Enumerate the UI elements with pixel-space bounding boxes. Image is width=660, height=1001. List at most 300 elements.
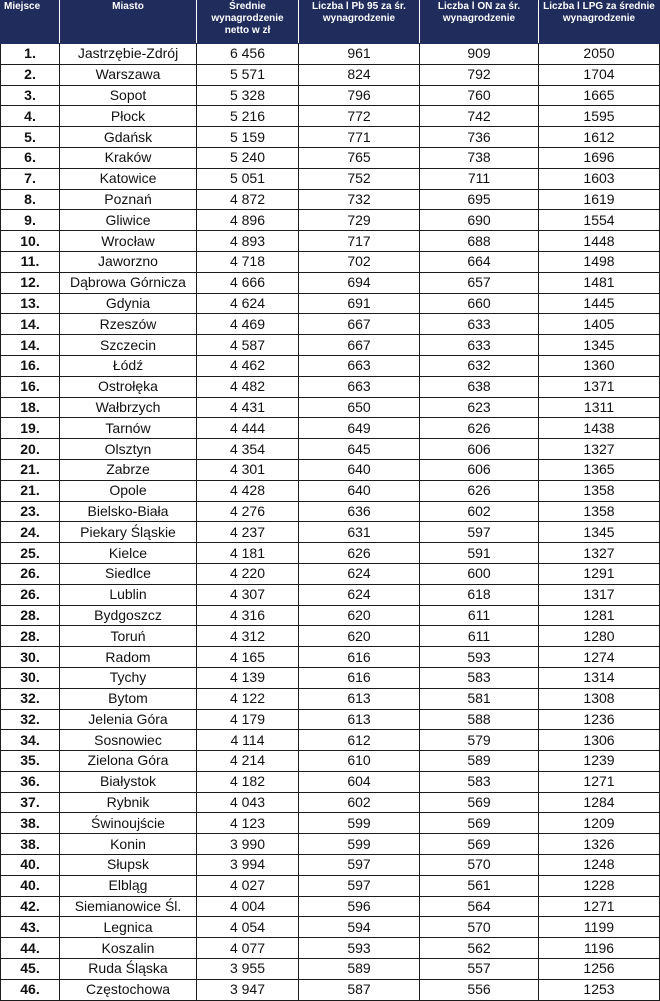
rank-cell: 30. (1, 647, 60, 668)
table-row (1, 813, 660, 834)
on-cell: 638 (420, 376, 539, 397)
salary-cell: 5 240 (197, 147, 299, 168)
rank-cell: 14. (1, 314, 60, 335)
pb95-cell: 613 (299, 709, 420, 730)
table-row (1, 543, 660, 564)
city-cell: Tychy (60, 667, 197, 688)
table-row (1, 251, 660, 272)
table-row (1, 459, 660, 480)
pb95-cell: 597 (299, 875, 420, 896)
table-row (1, 688, 660, 709)
rank-cell: 40. (1, 855, 60, 876)
on-cell: 660 (420, 293, 539, 314)
on-cell: 688 (420, 231, 539, 252)
on-cell: 583 (420, 667, 539, 688)
city-cell: Słupsk (60, 855, 197, 876)
city-cell: Siedlce (60, 563, 197, 584)
lpg-cell: 1239 (539, 751, 660, 772)
rank-cell: 34. (1, 730, 60, 751)
on-cell: 593 (420, 647, 539, 668)
rank-cell: 30. (1, 667, 60, 688)
on-cell: 690 (420, 210, 539, 231)
header-row (1, 1, 660, 44)
on-cell: 602 (420, 501, 539, 522)
lpg-cell: 1281 (539, 605, 660, 626)
lpg-cell: 1253 (539, 979, 660, 1000)
city-cell: Wałbrzych (60, 397, 197, 418)
lpg-cell: 1448 (539, 231, 660, 252)
on-cell: 556 (420, 979, 539, 1000)
on-cell: 589 (420, 751, 539, 772)
lpg-cell: 1704 (539, 64, 660, 85)
pb95-cell: 620 (299, 605, 420, 626)
city-cell: Poznań (60, 189, 197, 210)
rank-cell: 40. (1, 875, 60, 896)
table-row (1, 439, 660, 460)
table-row (1, 501, 660, 522)
table-row (1, 959, 660, 980)
pb95-cell: 694 (299, 272, 420, 293)
city-cell: Zielona Góra (60, 751, 197, 772)
rank-cell: 28. (1, 626, 60, 647)
lpg-cell: 1438 (539, 418, 660, 439)
pb95-cell: 732 (299, 189, 420, 210)
table-row (1, 647, 660, 668)
table-row (1, 64, 660, 85)
on-cell: 760 (420, 85, 539, 106)
rank-cell: 16. (1, 376, 60, 397)
salary-cell: 4 307 (197, 584, 299, 605)
table-row (1, 751, 660, 772)
on-cell: 632 (420, 355, 539, 376)
salary-cell: 4 139 (197, 667, 299, 688)
pb95-cell: 645 (299, 439, 420, 460)
salary-cell: 4 165 (197, 647, 299, 668)
on-cell: 736 (420, 127, 539, 148)
city-cell: Szczecin (60, 335, 197, 356)
lpg-cell: 1317 (539, 584, 660, 605)
salary-cell: 4 718 (197, 251, 299, 272)
rank-cell: 43. (1, 917, 60, 938)
city-cell: Częstochowa (60, 979, 197, 1000)
pb95-cell: 650 (299, 397, 420, 418)
table-row (1, 605, 660, 626)
rank-cell: 32. (1, 688, 60, 709)
salary-cell: 5 328 (197, 85, 299, 106)
lpg-cell: 1248 (539, 855, 660, 876)
lpg-cell: 1345 (539, 522, 660, 543)
header-city: Miasto (60, 1, 197, 44)
table-row (1, 875, 660, 896)
city-cell: Jastrzębie-Zdrój (60, 44, 197, 65)
lpg-cell: 1308 (539, 688, 660, 709)
city-cell: Świnoujście (60, 813, 197, 834)
salary-cell: 4 043 (197, 792, 299, 813)
pb95-cell: 961 (299, 44, 420, 65)
on-cell: 569 (420, 792, 539, 813)
salary-cell: 4 312 (197, 626, 299, 647)
on-cell: 623 (420, 397, 539, 418)
on-cell: 562 (420, 938, 539, 959)
on-cell: 611 (420, 626, 539, 647)
rank-cell: 1. (1, 44, 60, 65)
on-cell: 569 (420, 813, 539, 834)
city-cell: Gliwice (60, 210, 197, 231)
lpg-cell: 1358 (539, 501, 660, 522)
on-cell: 792 (420, 64, 539, 85)
lpg-cell: 1274 (539, 647, 660, 668)
city-cell: Olsztyn (60, 439, 197, 460)
on-cell: 570 (420, 855, 539, 876)
rank-cell: 35. (1, 751, 60, 772)
city-cell: Płock (60, 106, 197, 127)
salary-cell: 4 220 (197, 563, 299, 584)
salary-cell: 4 444 (197, 418, 299, 439)
salary-cell: 3 990 (197, 834, 299, 855)
lpg-cell: 1199 (539, 917, 660, 938)
pb95-cell: 717 (299, 231, 420, 252)
lpg-cell: 1280 (539, 626, 660, 647)
lpg-cell: 1327 (539, 439, 660, 460)
salary-cell: 3 955 (197, 959, 299, 980)
rank-cell: 5. (1, 127, 60, 148)
on-cell: 633 (420, 335, 539, 356)
on-cell: 909 (420, 44, 539, 65)
rank-cell: 10. (1, 231, 60, 252)
city-cell: Radom (60, 647, 197, 668)
city-cell: Rzeszów (60, 314, 197, 335)
on-cell: 611 (420, 605, 539, 626)
pb95-cell: 594 (299, 917, 420, 938)
rank-cell: 8. (1, 189, 60, 210)
city-cell: Konin (60, 834, 197, 855)
salary-cell: 3 947 (197, 979, 299, 1000)
pb95-cell: 649 (299, 418, 420, 439)
table-row (1, 563, 660, 584)
salary-cell: 4 122 (197, 688, 299, 709)
table-row (1, 418, 660, 439)
city-cell: Sopot (60, 85, 197, 106)
rank-cell: 42. (1, 896, 60, 917)
pb95-cell: 624 (299, 563, 420, 584)
city-cell: Siemianowice Śl. (60, 896, 197, 917)
rank-cell: 38. (1, 834, 60, 855)
on-cell: 626 (420, 418, 539, 439)
rank-cell: 45. (1, 959, 60, 980)
table-row (1, 210, 660, 231)
city-cell: Warszawa (60, 64, 197, 85)
table-row (1, 231, 660, 252)
header-pb95: Liczba l Pb 95 za śr. wynagrodzenie (299, 1, 420, 44)
rank-cell: 7. (1, 168, 60, 189)
lpg-cell: 1612 (539, 127, 660, 148)
on-cell: 657 (420, 272, 539, 293)
city-cell: Dąbrowa Górnicza (60, 272, 197, 293)
city-cell: Ostrołęka (60, 376, 197, 397)
table-row (1, 189, 660, 210)
salary-cell: 6 456 (197, 44, 299, 65)
table-row (1, 709, 660, 730)
header-on: Liczba l ON za śr. wynagrodzenie (420, 1, 539, 44)
table-row (1, 272, 660, 293)
pb95-cell: 604 (299, 771, 420, 792)
on-cell: 561 (420, 875, 539, 896)
rank-cell: 24. (1, 522, 60, 543)
lpg-cell: 1228 (539, 875, 660, 896)
table-row (1, 626, 660, 647)
rank-cell: 16. (1, 355, 60, 376)
rank-cell: 44. (1, 938, 60, 959)
pb95-cell: 702 (299, 251, 420, 272)
table-row (1, 834, 660, 855)
lpg-cell: 1345 (539, 335, 660, 356)
lpg-cell: 1498 (539, 251, 660, 272)
lpg-cell: 1209 (539, 813, 660, 834)
city-cell: Białystok (60, 771, 197, 792)
on-cell: 618 (420, 584, 539, 605)
pb95-cell: 626 (299, 543, 420, 564)
salary-cell: 4 316 (197, 605, 299, 626)
pb95-cell: 587 (299, 979, 420, 1000)
pb95-cell: 624 (299, 584, 420, 605)
salary-cell: 4 624 (197, 293, 299, 314)
on-cell: 564 (420, 896, 539, 917)
on-cell: 597 (420, 522, 539, 543)
table-row (1, 293, 660, 314)
pb95-cell: 640 (299, 459, 420, 480)
city-cell: Piekary Śląskie (60, 522, 197, 543)
rank-cell: 46. (1, 979, 60, 1000)
city-cell: Legnica (60, 917, 197, 938)
lpg-cell: 1371 (539, 376, 660, 397)
salary-cell: 4 027 (197, 875, 299, 896)
on-cell: 569 (420, 834, 539, 855)
lpg-cell: 1665 (539, 85, 660, 106)
on-cell: 606 (420, 439, 539, 460)
table-row (1, 792, 660, 813)
table-row (1, 522, 660, 543)
salary-cell: 4 896 (197, 210, 299, 231)
table-row (1, 771, 660, 792)
rank-cell: 28. (1, 605, 60, 626)
salary-cell: 4 462 (197, 355, 299, 376)
pb95-cell: 772 (299, 106, 420, 127)
rank-cell: 25. (1, 543, 60, 564)
pb95-cell: 610 (299, 751, 420, 772)
table-row (1, 896, 660, 917)
lpg-cell: 1360 (539, 355, 660, 376)
on-cell: 588 (420, 709, 539, 730)
city-cell: Bytom (60, 688, 197, 709)
on-cell: 557 (420, 959, 539, 980)
on-cell: 570 (420, 917, 539, 938)
rank-cell: 11. (1, 251, 60, 272)
table-row (1, 917, 660, 938)
rank-cell: 13. (1, 293, 60, 314)
on-cell: 626 (420, 480, 539, 501)
rank-cell: 2. (1, 64, 60, 85)
lpg-cell: 1405 (539, 314, 660, 335)
pb95-cell: 667 (299, 314, 420, 335)
rank-cell: 37. (1, 792, 60, 813)
lpg-cell: 1358 (539, 480, 660, 501)
lpg-cell: 2050 (539, 44, 660, 65)
table-row (1, 127, 660, 148)
on-cell: 742 (420, 106, 539, 127)
lpg-cell: 1256 (539, 959, 660, 980)
city-cell: Jaworzno (60, 251, 197, 272)
pb95-cell: 613 (299, 688, 420, 709)
pb95-cell: 640 (299, 480, 420, 501)
lpg-cell: 1595 (539, 106, 660, 127)
lpg-cell: 1554 (539, 210, 660, 231)
city-cell: Gdańsk (60, 127, 197, 148)
salary-cell: 5 216 (197, 106, 299, 127)
rank-cell: 38. (1, 813, 60, 834)
rank-cell: 19. (1, 418, 60, 439)
on-cell: 600 (420, 563, 539, 584)
city-cell: Ruda Śląska (60, 959, 197, 980)
on-cell: 711 (420, 168, 539, 189)
on-cell: 579 (420, 730, 539, 751)
table-row (1, 979, 660, 1000)
rank-cell: 26. (1, 563, 60, 584)
lpg-cell: 1271 (539, 896, 660, 917)
pb95-cell: 752 (299, 168, 420, 189)
salary-cell: 4 666 (197, 272, 299, 293)
on-cell: 664 (420, 251, 539, 272)
rank-cell: 14. (1, 335, 60, 356)
table-row (1, 106, 660, 127)
pb95-cell: 771 (299, 127, 420, 148)
table-row (1, 147, 660, 168)
table-row (1, 855, 660, 876)
on-cell: 581 (420, 688, 539, 709)
rank-cell: 12. (1, 272, 60, 293)
rank-cell: 36. (1, 771, 60, 792)
salary-cell: 4 077 (197, 938, 299, 959)
city-cell: Toruń (60, 626, 197, 647)
salary-cell: 4 054 (197, 917, 299, 938)
header-salary: Średnie wynagrodzenie netto w zł (197, 1, 299, 44)
rank-cell: 21. (1, 459, 60, 480)
table-row (1, 335, 660, 356)
rank-cell: 26. (1, 584, 60, 605)
salary-cell: 4 872 (197, 189, 299, 210)
city-cell: Wrocław (60, 231, 197, 252)
city-cell: Bielsko-Biała (60, 501, 197, 522)
lpg-cell: 1481 (539, 272, 660, 293)
table-row (1, 314, 660, 335)
pb95-cell: 691 (299, 293, 420, 314)
header-rank: Miejsce (1, 1, 60, 44)
city-cell: Łódź (60, 355, 197, 376)
pb95-cell: 667 (299, 335, 420, 356)
table-row (1, 85, 660, 106)
salary-cell: 4 214 (197, 751, 299, 772)
pb95-cell: 593 (299, 938, 420, 959)
salary-cell: 5 051 (197, 168, 299, 189)
lpg-cell: 1619 (539, 189, 660, 210)
salary-cell: 4 428 (197, 480, 299, 501)
city-cell: Sosnowiec (60, 730, 197, 751)
lpg-cell: 1365 (539, 459, 660, 480)
lpg-cell: 1196 (539, 938, 660, 959)
rank-cell: 4. (1, 106, 60, 127)
on-cell: 606 (420, 459, 539, 480)
city-cell: Zabrze (60, 459, 197, 480)
lpg-cell: 1311 (539, 397, 660, 418)
pb95-cell: 729 (299, 210, 420, 231)
pb95-cell: 597 (299, 855, 420, 876)
pb95-cell: 663 (299, 376, 420, 397)
table-row (1, 44, 660, 65)
rank-cell: 3. (1, 85, 60, 106)
salary-cell: 4 182 (197, 771, 299, 792)
table-row (1, 355, 660, 376)
salary-cell: 4 237 (197, 522, 299, 543)
salary-cell: 3 994 (197, 855, 299, 876)
rank-cell: 6. (1, 147, 60, 168)
rank-cell: 23. (1, 501, 60, 522)
pb95-cell: 616 (299, 647, 420, 668)
city-cell: Lublin (60, 584, 197, 605)
lpg-cell: 1291 (539, 563, 660, 584)
table-row (1, 480, 660, 501)
lpg-cell: 1696 (539, 147, 660, 168)
pb95-cell: 631 (299, 522, 420, 543)
pb95-cell: 599 (299, 813, 420, 834)
pb95-cell: 663 (299, 355, 420, 376)
city-cell: Koszalin (60, 938, 197, 959)
salary-cell: 4 431 (197, 397, 299, 418)
pb95-cell: 612 (299, 730, 420, 751)
on-cell: 591 (420, 543, 539, 564)
salary-cell: 4 482 (197, 376, 299, 397)
table-row (1, 376, 660, 397)
salary-cell: 5 571 (197, 64, 299, 85)
rank-cell: 32. (1, 709, 60, 730)
pb95-cell: 824 (299, 64, 420, 85)
city-cell: Tarnów (60, 418, 197, 439)
lpg-cell: 1314 (539, 667, 660, 688)
salary-cell: 4 301 (197, 459, 299, 480)
city-cell: Opole (60, 480, 197, 501)
salary-cell: 4 587 (197, 335, 299, 356)
rank-cell: 9. (1, 210, 60, 231)
salary-cell: 4 179 (197, 709, 299, 730)
lpg-cell: 1306 (539, 730, 660, 751)
salary-cell: 4 123 (197, 813, 299, 834)
table-row (1, 667, 660, 688)
table-row (1, 938, 660, 959)
salary-cell: 4 893 (197, 231, 299, 252)
table-row (1, 730, 660, 751)
pb95-cell: 796 (299, 85, 420, 106)
lpg-cell: 1284 (539, 792, 660, 813)
pb95-cell: 620 (299, 626, 420, 647)
pb95-cell: 636 (299, 501, 420, 522)
city-cell: Elbląg (60, 875, 197, 896)
salary-cell: 4 114 (197, 730, 299, 751)
lpg-cell: 1236 (539, 709, 660, 730)
table-row (1, 168, 660, 189)
on-cell: 633 (420, 314, 539, 335)
lpg-cell: 1326 (539, 834, 660, 855)
on-cell: 583 (420, 771, 539, 792)
rank-cell: 21. (1, 480, 60, 501)
table-row (1, 584, 660, 605)
